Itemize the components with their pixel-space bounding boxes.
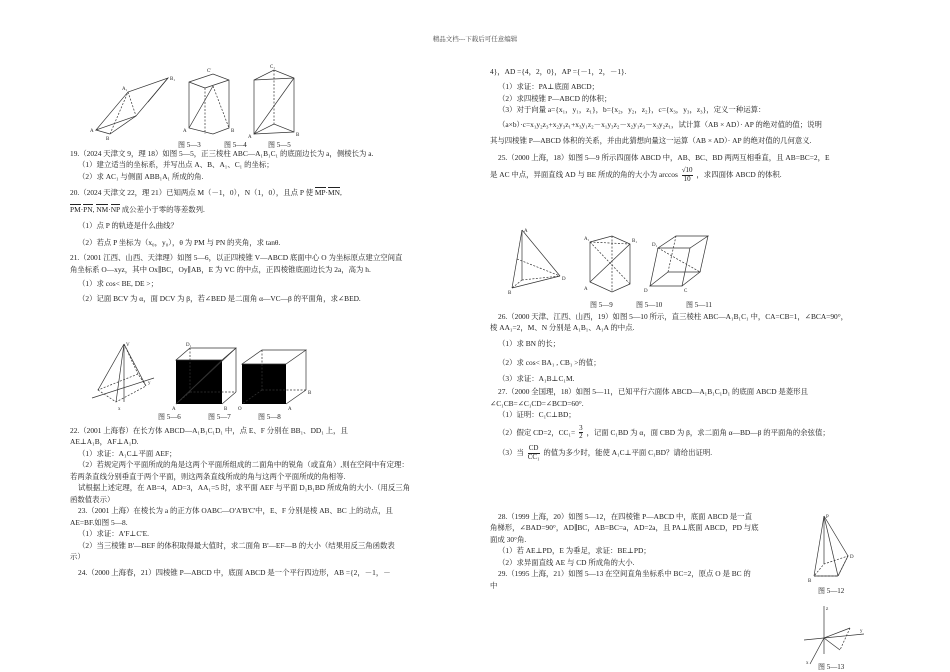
svg-text:P: P xyxy=(826,515,829,520)
figure-5-10 xyxy=(582,232,642,298)
right-column-bottom xyxy=(490,511,800,591)
q24-part2: （2）求四棱锥 P—ABCD 的体积； xyxy=(498,93,612,103)
q21-intro-2: 角坐标系 O—xyz，其中 Ox∥BC，Oy∥AB，E 为 VC 的中点，正四棱锥底面边长为 2a，高为 h. xyxy=(70,264,371,274)
q22-part3: 试根据上述定理，在 AB=4，AD=3，AA₁=5 时，求平面 AEF 与平面 D₁B₁BD 所成角的大小.（用反三角 xyxy=(78,483,411,493)
caption-5-3: 图 5—3 xyxy=(178,141,201,149)
q22-part3-cont: 函数值表示） xyxy=(70,494,115,504)
q21-part1: （1）求 cos< BE, DE >； xyxy=(78,279,158,289)
caption-5-9: 图 5—9 xyxy=(590,301,613,309)
svg-text:D₁: D₁ xyxy=(186,343,192,348)
svg-text:B: B xyxy=(308,391,312,396)
q23-intro: 23.（2001 上海）在棱长为 a 的正方体 OABC—O'A'B'C'中，E、F 分别是棱 AB、BC 上的动点，且 xyxy=(78,506,393,516)
q23-part2: （2）当三棱锥 B'—BEF 的体积取得最大值时，求二面角 B'—EF—B 的大小（结果用反三角函数表 xyxy=(78,540,395,550)
caption-5-7: 图 5—7 xyxy=(208,413,231,421)
q28-intro: 28.（1999 上海，20）如图 5—12，在四棱锥 P—ABCD 中，底面 ABCD 是一直 xyxy=(498,512,752,521)
svg-text:A: A xyxy=(248,135,252,138)
q20-intro: 20.（2024 天津文 22，理 21）已知两点 M（－1，0），N（1，0），且点 P 使 MP·MN, xyxy=(70,188,342,198)
svg-text:O: O xyxy=(238,407,242,412)
svg-text:A: A xyxy=(90,129,94,134)
svg-text:B: B xyxy=(296,133,300,138)
q28-intro-3: 面成 30°角. xyxy=(490,534,527,544)
svg-text:C': C' xyxy=(207,69,212,74)
figure-5-11 xyxy=(644,232,716,296)
q29-intro-2: 中 xyxy=(490,580,498,590)
q19-part2: （2）求 AC₁ 与侧面 ABB₁A₁ 所成的角. xyxy=(78,171,204,181)
svg-text:B: B xyxy=(224,407,228,410)
q24-vectors: 4}，AD ={4，2，0}，AP ={－1，2，－1}. xyxy=(490,67,627,76)
q27-part2: （2）假定 CD=2，CC₁= $\frac{3}{2}$ ，记面 C₁BD 为 α，面 CBD 为 β，求二面角 α—BD—β 的平面角的余弦值； xyxy=(498,423,830,441)
caption-5-10: 图 5—10 xyxy=(636,301,663,309)
q22-intro-2: AE⊥A₁B，AF⊥A₁D. xyxy=(70,437,139,447)
svg-text:B₁: B₁ xyxy=(170,77,176,82)
q27-intro: 27.（2000 全国理，18）如图 5—11，已知平行六面体 ABCD—A₁B₁C₁D₁ 的底面 ABCD 是菱形且 xyxy=(498,387,808,397)
q20-part2: （2）若点 P 坐标为（x₀，y₀），θ 为 PM 与 PN 的夹角，求 tanθ. xyxy=(78,237,281,247)
svg-text:C: C xyxy=(684,289,688,294)
svg-text:A₁: A₁ xyxy=(584,237,590,242)
q21-intro: 21.（2001 江西、山西、天津理）如图 5—6，以正四棱锥 V—ABCD 底面中心 O 为坐标原点建立空间直 xyxy=(70,253,403,263)
svg-text:A: A xyxy=(288,407,292,412)
q20-vectors: PM·PN, NM·NP 成公差小于零的等差数列. xyxy=(70,204,205,214)
q26-intro: 26.（2000 天津、江西、山西，19）如图 5—10 所示，直三棱柱 ABC—A₁B₁C₁ 中，CA=CB=1，∠BCA=90°， xyxy=(498,312,849,321)
svg-text:B: B xyxy=(106,137,110,140)
q24-part3: （3）对于向量 a={x₁，y₁，z₁}，b={x₂，y₂，z₂}，c={x₃，y₃，z₃}，定义一种运算： xyxy=(498,105,766,115)
q26-intro-2: 棱 AA₁=2，M、N 分别是 A₁B₁、A₁A 的中点. xyxy=(490,323,635,333)
svg-text:z: z xyxy=(826,607,829,612)
q24-relation: 其与四棱锥 P—ABCD 体积的关系，并由此猜想向量这一运算（AB × AD）· AP 的绝对值的几何意义. xyxy=(490,136,812,146)
q28-part2: （2）求异面直线 AE 与 CD 所成角的大小. xyxy=(498,557,635,567)
figure-5-7 xyxy=(170,342,242,410)
caption-5-6: 图 5—6 xyxy=(158,413,181,421)
q23-intro-2: AE=BF.如图 5—8. xyxy=(70,517,128,527)
q27-part1: （1）证明：C₁C⊥BD； xyxy=(498,410,576,420)
q19: 19.（2024 天津文 9，理 18）如图 5—5，正三棱柱 ABC—A₁B₁C₁ 的底面边长为 a，侧棱长为 a. xyxy=(70,149,374,158)
svg-text:A: A xyxy=(524,229,528,234)
q22-part2: （2）若规定两个平面所成的角是这两个平面所组成的二面角中的锐角（或直角）,则在空间中有定理： xyxy=(78,460,409,470)
q24-operation: （a×b）·c=x₁y₂z₃+x₂y₃z₁+x₃y₁z₂－x₁y₃z₂－x₂y₁z₃－x₃y₂z₁，试计算（AB × AD）· AP 的绝对值的值；说明 xyxy=(498,119,822,129)
q22-part2-cont: 若两条直线分别垂直于两个平面，则这两条直线所成的角与这两个平面所成的角相等. xyxy=(70,471,346,481)
q25-angle: 是 AC 中点，异面直线 AD 与 BE 所成的角的大小为 arccos $\frac{√10}{10}$ ，求四面体 ABCD 的体积. xyxy=(490,166,782,183)
svg-text:A: A xyxy=(584,287,588,292)
q23-part1: （1）求证：A'F⊥C'E. xyxy=(78,529,150,539)
svg-text:A₁: A₁ xyxy=(122,87,128,92)
q22-intro: 22.（2001 上海春）在长方体 ABCD—A₁B₁C₁D₁ 中，点 E、F 分别在 BB₁、DD₁ 上，且 xyxy=(70,426,348,435)
q28-intro-2: 角梯形，∠BAD=90°，AD∥BC，AB=BC=a，AD=2a，且 PA⊥底面 ABCD，PD 与底 xyxy=(490,523,759,533)
q20-part1: （1）点 P 的轨迹是什么曲线？ xyxy=(78,221,178,231)
svg-text:x: x xyxy=(806,661,809,666)
q25-intro: 25.（2000 上海，18）如图 5—9 所示四面体 ABCD 中，AB、BC、BD 两两互相垂直，且 AB=BC=2，E xyxy=(498,152,830,162)
svg-text:y: y xyxy=(148,381,151,386)
q27-part3: （3）当 $\frac{CD}{\text{CC₁}}$ 的值为多少时，能使 A₁C⊥平面 C₁BD？请给出证明. xyxy=(498,444,713,461)
caption-5-4: 图 5—4 xyxy=(224,141,247,149)
caption-5-13: 图 5—13 xyxy=(818,663,845,671)
figure-5-6 xyxy=(88,340,160,412)
q29-intro: 29.（1995 上海，21）如图 5—13 在空间直角坐标系中 BC=2，原点 O 是 BC 的 xyxy=(498,569,751,579)
svg-text:D₁: D₁ xyxy=(652,243,658,248)
svg-text:C₁: C₁ xyxy=(270,65,276,70)
svg-text:V: V xyxy=(126,343,130,348)
svg-text:B: B xyxy=(808,579,812,584)
q21-part2: （2）记面 BCV 为 α，面 DCV 为 β，若∠BED 是二面角 α—VC—β 的平面角，求∠BED. xyxy=(78,293,361,303)
svg-text:A: A xyxy=(183,129,187,134)
right-column xyxy=(490,62,885,184)
left-column-lower xyxy=(70,425,465,578)
q26-part2: （2）求 cos< BA₁ , CB₁ >的值； xyxy=(498,358,601,368)
svg-text:D: D xyxy=(562,277,566,282)
figure-5-9 xyxy=(508,226,570,296)
figure-5-13 xyxy=(802,604,868,666)
svg-text:x: x xyxy=(118,407,121,412)
svg-text:B: B xyxy=(508,291,512,296)
page-header: 精品文档---下载后可任意编辑 xyxy=(432,36,518,43)
svg-text:D: D xyxy=(644,289,648,294)
q26-part1: （1）求 BN 的长； xyxy=(498,338,561,348)
figure-5-8 xyxy=(236,346,312,412)
q27-intro-2: ∠C₁CB=∠C₁CD=∠BCD=60°. xyxy=(490,398,584,408)
caption-5-5: 图 5—5 xyxy=(268,141,291,149)
q19-part1: （1）建立适当的坐标系，并写出点 A、B、A₁、C₁ 的坐标； xyxy=(78,160,274,170)
svg-text:A: A xyxy=(172,407,176,410)
q23-part2-cont: 示） xyxy=(70,552,85,562)
q22-part1: （1）求证：A₁C⊥平面 AEF； xyxy=(78,448,177,458)
svg-text:B: B xyxy=(231,129,235,134)
caption-5-12: 图 5—12 xyxy=(818,587,845,595)
q24-intro: 24.（2000 上海春，21）四棱锥 P—ABCD 中，底面 ABCD 是一个平行四边形，AB ={2，－1，－ xyxy=(78,567,391,577)
right-column-lower xyxy=(490,311,885,462)
svg-text:B₁: B₁ xyxy=(632,239,638,244)
left-column xyxy=(70,62,465,304)
q28-part1: （1）若 AE⊥PD，E 为垂足，求证：BE⊥PD； xyxy=(498,546,651,556)
q24-part1: （1）求证：PA⊥底面 ABCD； xyxy=(498,82,599,92)
figure-5-12 xyxy=(808,512,858,586)
svg-text:D: D xyxy=(850,555,854,560)
svg-text:y: y xyxy=(860,629,863,634)
caption-5-11: 图 5—11 xyxy=(686,301,712,309)
q26-part3: （3）求证：A₁B⊥C₁M. xyxy=(498,373,575,383)
caption-5-8: 图 5—8 xyxy=(258,413,281,421)
